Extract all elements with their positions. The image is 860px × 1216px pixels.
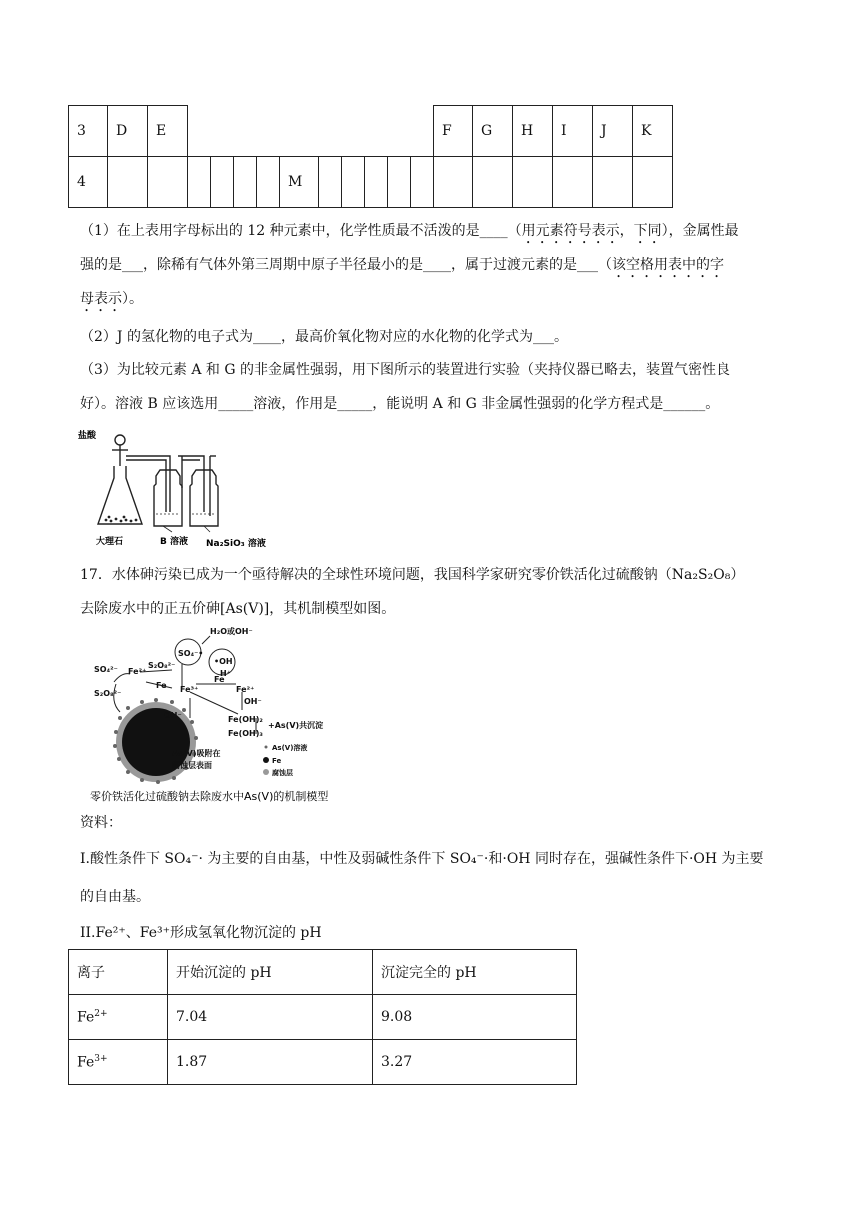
gap-cell xyxy=(188,106,434,157)
iron-right-label: Fe xyxy=(214,675,225,684)
question-2: （2）J 的氢化物的电子式为____，最高价氧化物对应的水化物的化学式为___。 xyxy=(80,329,568,345)
element-cell xyxy=(234,157,257,208)
element-cell: F xyxy=(434,106,473,157)
coprecipitation-label: +As(V)共沉淀 xyxy=(268,721,324,730)
question-3 xyxy=(80,353,780,421)
conical-flask xyxy=(98,466,142,524)
svg-text:Fe: Fe xyxy=(272,757,282,765)
svg-text:腐蚀层: 腐蚀层 xyxy=(272,769,293,777)
element-cell xyxy=(411,157,434,208)
question-1-line-2: 强的是___，除稀有气体外第三周期中原子半径最小的是____，属于过渡元素的是___（该空格用表中的字 xyxy=(80,257,724,273)
period-number-cell: 3 xyxy=(69,106,108,157)
element-cell xyxy=(388,157,411,208)
element-cell xyxy=(257,157,280,208)
water-hydroxide-label: H₂O或OH⁻ xyxy=(210,627,253,636)
element-cell xyxy=(319,157,342,208)
element-cell xyxy=(633,157,673,208)
question-3-line-2: 好）。溶液 B 应该选用_____溶液，作用是_____，能说明 A 和 G 非金属性强弱的化学方程式是______。 xyxy=(80,396,720,412)
material-heading: 资料： xyxy=(80,815,122,831)
material-item-1: I.酸性条件下 SO₄⁻· 为主要的自由基，中性及弱碱性条件下 SO₄⁻·和·OH 同时存在，强碱性条件下·OH 为主要 的自由基。 xyxy=(80,851,764,905)
ferric-ion-label: Fe³⁺ xyxy=(180,685,199,694)
ferrous-hydroxide-label: Fe(OH)₂ xyxy=(228,715,263,724)
question-1 xyxy=(80,214,780,316)
element-cell: G xyxy=(473,106,513,157)
element-cell xyxy=(188,157,211,208)
header-ion: 离子 xyxy=(69,950,168,995)
element-cell xyxy=(211,157,234,208)
mechanism-diagram xyxy=(86,622,346,806)
solution-b-label: B 溶液 xyxy=(160,537,188,547)
element-cell xyxy=(593,157,633,208)
question-1-line-1: （1）在上表用字母标出的 12 种元素中，化学性质最不活泼的是____（用元素符号表示，下同），金属性最 xyxy=(80,223,739,239)
svg-text:As(V)溶液: As(V)溶液 xyxy=(272,744,308,752)
question-17-line-1: 17．水体砷污染已成为一个亟待解决的全球性环境问题，我国科学家研究零价铁活化过硫酸钠（Na₂S₂O₈） xyxy=(80,567,745,583)
persulfate-left-label: S₂O₈²⁻ xyxy=(94,689,122,698)
adsorption-label-line-1: As(V)吸附在 xyxy=(172,749,221,758)
table-row xyxy=(69,995,577,1040)
element-cell: D xyxy=(108,106,148,157)
iron-left-label: Fe xyxy=(156,681,167,690)
hydrochloric-acid-label: 盐酸 xyxy=(78,431,97,441)
separatory-funnel-bulb xyxy=(115,435,125,445)
element-cell xyxy=(473,157,513,208)
ferric-hydroxide-label: Fe(OH)₃ xyxy=(228,729,263,738)
start-ph-cell: 1.87 xyxy=(168,1040,373,1085)
adsorption-label-line-2: 腐蚀层表面 xyxy=(172,761,212,770)
header-complete-ph: 沉淀完全的 pH xyxy=(373,950,577,995)
mechanism-caption: 零价铁活化过硫酸钠去除废水中As(V)的机制模型 xyxy=(90,790,329,803)
ion-cell: $Fe^{2+}$ xyxy=(69,995,168,1040)
header-start-ph: 开始沉淀的 pH xyxy=(168,950,373,995)
element-cell xyxy=(513,157,553,208)
period-3-row xyxy=(69,106,673,157)
period-number-cell: 4 xyxy=(69,157,108,208)
element-cell: J xyxy=(593,106,633,157)
hydrogen-ion-label: H⁺ xyxy=(220,669,231,678)
apparatus-diagram xyxy=(78,426,278,550)
element-cell xyxy=(108,157,148,208)
question-17 xyxy=(80,558,780,626)
element-cell xyxy=(148,157,188,208)
marble-label: 大理石 xyxy=(96,537,124,547)
sulfate-label: SO₄²⁻ xyxy=(94,665,118,674)
wash-bottle xyxy=(154,470,182,526)
complete-ph-cell: 9.08 xyxy=(373,995,577,1040)
element-cell xyxy=(434,157,473,208)
table-header-row xyxy=(69,950,577,995)
hydroxide-left-label: OH⁻ xyxy=(164,711,182,720)
element-cell: E xyxy=(148,106,188,157)
sodium-silicate-label: Na₂SiO₃ 溶液 xyxy=(206,539,266,549)
material-item-2-title: II.Fe²⁺、Fe³⁺形成氢氧化物沉淀的 pH xyxy=(80,925,322,941)
persulfate-mid-label: S₂O₈²⁻ xyxy=(148,661,176,670)
table-row xyxy=(69,1040,577,1085)
periodic-table-fragment xyxy=(68,105,673,208)
ion-cell: $Fe^{3+}$ xyxy=(69,1040,168,1085)
element-cell: H xyxy=(513,106,553,157)
question-17-line-2: 去除废水中的正五价砷[As(V)]，其机制模型如图。 xyxy=(80,601,396,617)
hydroxyl-radical-label: •OH xyxy=(214,657,233,666)
complete-ph-cell: 3.27 xyxy=(373,1040,577,1085)
element-cell: I xyxy=(553,106,593,157)
question-3-line-1: （3）为比较元素 A 和 G 的非金属性强弱，用下图所示的装置进行实验（夹持仪器已略去，装置气密性良 xyxy=(80,362,730,378)
ferrous-ion-right-label: Fe²⁺ xyxy=(236,685,255,694)
question-1-line-3: 母表示）。 xyxy=(80,291,143,307)
element-cell xyxy=(342,157,365,208)
ph-precipitation-table xyxy=(68,949,577,1085)
element-cell: M xyxy=(280,157,319,208)
element-cell xyxy=(365,157,388,208)
element-cell: K xyxy=(633,106,673,157)
period-4-row xyxy=(69,157,673,208)
hydroxide-right-label: OH⁻ xyxy=(244,697,262,706)
start-ph-cell: 7.04 xyxy=(168,995,373,1040)
sulfate-radical-label: SO₄⁻• xyxy=(178,649,204,658)
mechanism-legend xyxy=(263,743,307,777)
element-cell xyxy=(553,157,593,208)
ferrous-ion-label: Fe²⁺ xyxy=(128,667,147,676)
